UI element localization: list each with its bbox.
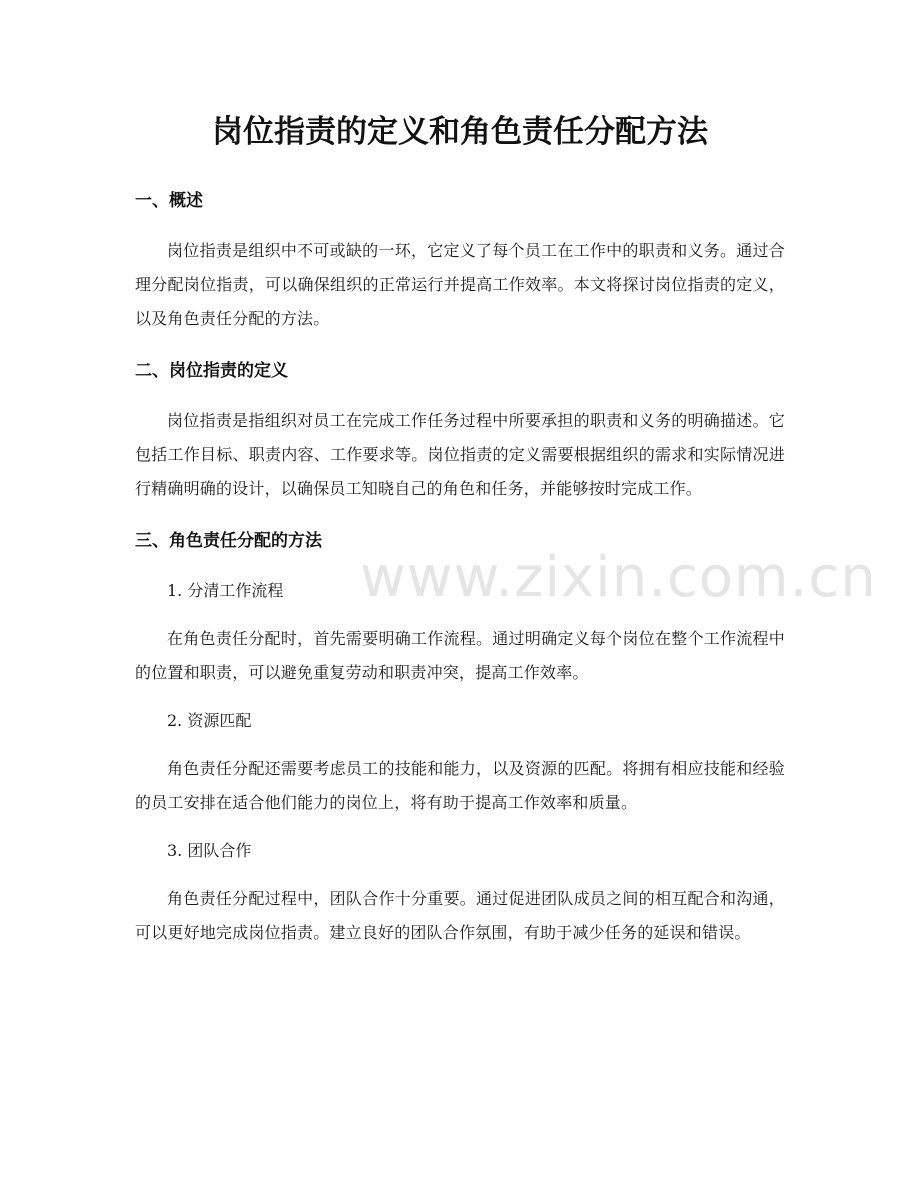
method-item-label: 3. 团队合作 [167, 841, 252, 860]
watermark: www.zixin.com.cn [360, 545, 877, 610]
section-heading-definition: 二、岗位指责的定义 [135, 361, 288, 381]
method-item-label: 2. 资源匹配 [167, 711, 252, 730]
method-item-paragraph: 角色责任分配还需要考虑员工的技能和能力，以及资源的匹配。将拥有相应技能和经验的员工安排在适合他们能力的岗位上，将有助于提高工作效率和质量。 [135, 759, 785, 812]
method-item-paragraph: 角色责任分配过程中，团队合作十分重要。通过促进团队成员之间的相互配合和沟通，可以更好地完成岗位指责。建立良好的团队合作氛围，有助于减少任务的延误和错误。 [135, 889, 785, 942]
method-item-paragraph: 在角色责任分配时，首先需要明确工作流程。通过明确定义每个岗位在整个工作流程中的位置和职责，可以避免重复劳动和职责冲突，提高工作效率。 [135, 629, 785, 682]
section-paragraph-definition: 岗位指责是指组织对员工在完成工作任务过程中所要承担的职责和义务的明确描述。它包括工作目标、职责内容、工作要求等。岗位指责的定义需要根据组织的需求和实际情况进行精确明确的设计，以确保员工知晓自己的角色和任务，并能够按时完成工作。 [135, 411, 785, 498]
method-item-label: 1. 分清工作流程 [167, 581, 284, 600]
section-heading-overview: 一、概述 [135, 191, 203, 211]
section-paragraph-overview: 岗位指责是组织中不可或缺的一环，它定义了每个员工在工作中的职责和义务。通过合理分配岗位指责，可以确保组织的正常运行并提高工作效率。本文将探讨岗位指责的定义，以及角色责任分配的方法。 [135, 241, 785, 328]
document-title: 岗位指责的定义和角色责任分配方法 [212, 114, 708, 150]
document-body [135, 182, 785, 950]
section-heading-methods: 三、角色责任分配的方法 [135, 531, 322, 551]
